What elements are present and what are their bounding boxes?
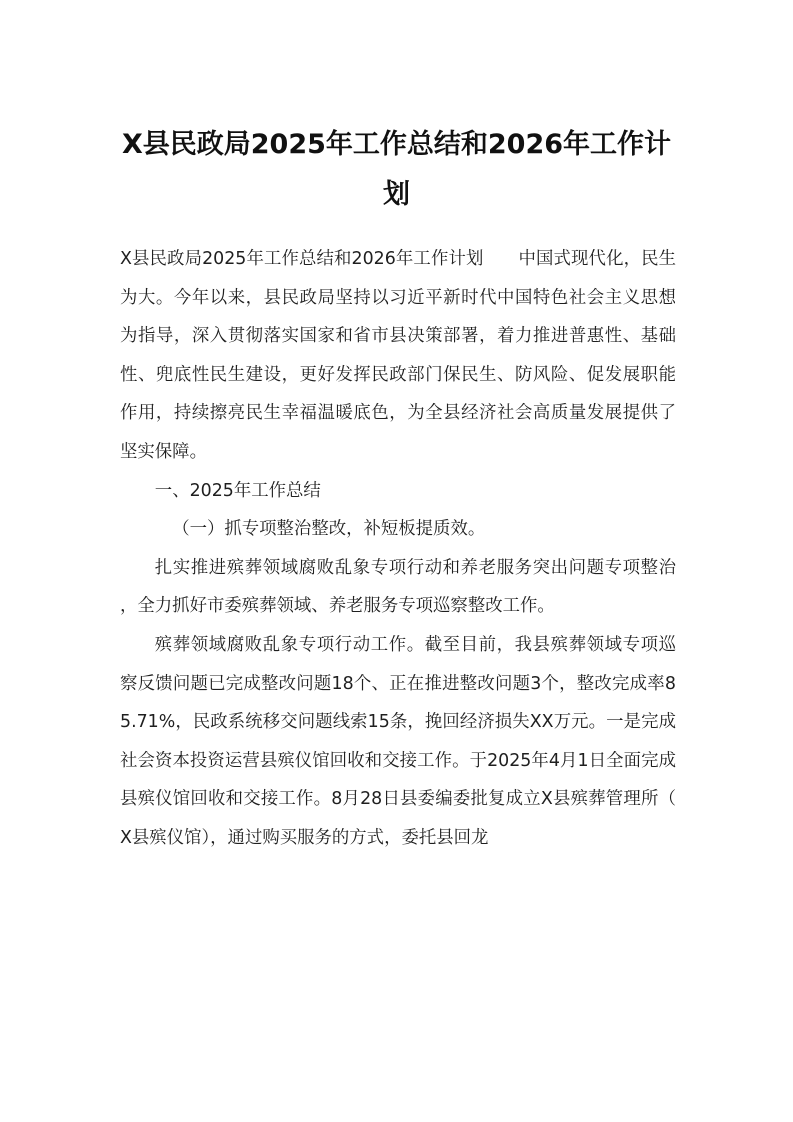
document-title: X县民政局2025年工作总结和2026年工作计划 — [121, 129, 672, 210]
section-heading: 一、2025年工作总结 — [154, 480, 321, 501]
body-paragraph: 殡葬领域腐败乱象专项行动工作。截至目前，我县殡葬领域专项巡察反馈问题已完成整改问题18个、正在推进整改问题3个，整改完成率85.71%，民政系统移交问题线索15条，挽回经济损失XX万元。一是完成社会资本投资运营县殡仪馆回收和交接工作。于2025年4月1日全面完成县殡仪馆回收和交接工作。8月28日县委编委批复成立X县殡葬管理所（X县殡仪馆），通过购买服务的方式，委托县回龙 — [120, 634, 676, 848]
document-body — [120, 240, 676, 858]
body-paragraph: 扎实推进殡葬领域腐败乱象专项行动和养老服务突出问题专项整治，全力抓好市委殡葬领域、养老服务专项巡察整改工作。 — [120, 557, 676, 617]
subsection-heading: （一）抓专项整治整改，补短板提质效。 — [172, 519, 486, 540]
intro-paragraph: X县民政局2025年工作总结和2026年工作计划 中国式现代化，民生为大。今年以来，县民政局坚持以习近平新时代中国特色社会主义思想为指导，深入贯彻落实国家和省市县决策部署，着力推进普惠性、基础性、兜底性民生建设，更好发挥民政部门保民生、防风险、促发展职能作用，持续擦亮民生幸福温暖底色，为全县经济社会高质量发展提供了坚实保障。 — [120, 249, 676, 462]
